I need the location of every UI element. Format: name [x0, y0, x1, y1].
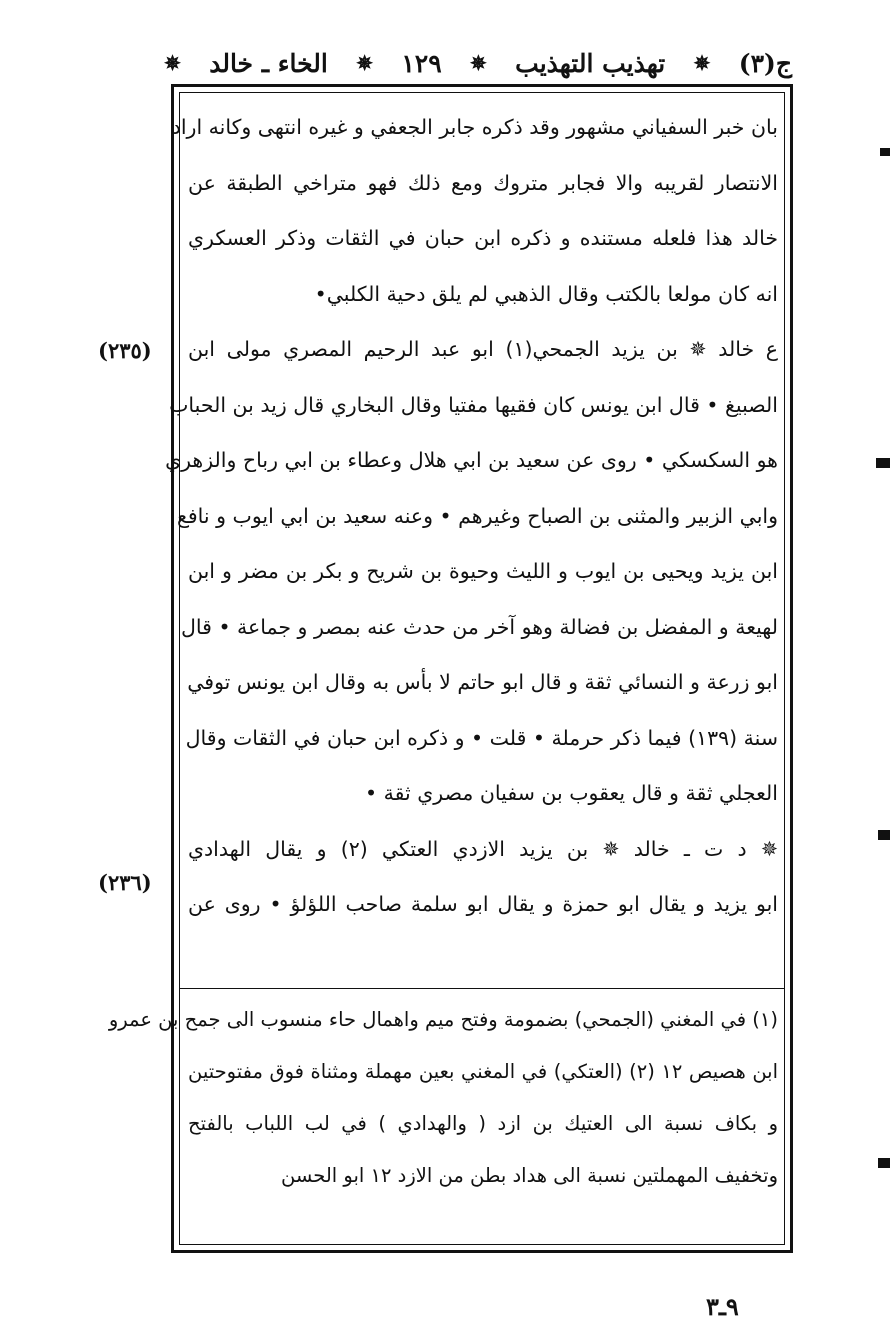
printer-signature: ٩ـ٣ — [706, 1292, 739, 1321]
entry-number: (٢٣٥) — [98, 338, 152, 363]
entry-heading-line: ع خالد ✵ بن يزيد الجمحي(١) ابو عبد الرحيم المصري مولى ابن — [188, 337, 778, 361]
text-line: سنة (١٣٩) فيما ذكر حرملة • قلت • و ذكره ابن حبان في الثقات وقال — [185, 725, 778, 750]
ornament-icon: ✵ — [356, 51, 373, 75]
text-line: ابو زرعة و النسائي ثقة و قال ابو حاتم لا بأس به وقال ابن يونس توفي — [187, 670, 778, 694]
text-line: الانتصار لقريبه والا فجابر متروك ومع ذلك فهو متراخي الطبقة عن — [188, 170, 778, 195]
margin-mark — [880, 148, 890, 156]
footnotes — [108, 994, 779, 1202]
margin-mark — [876, 458, 890, 468]
section-label: الخاء ـ خالد — [209, 48, 328, 78]
text-line: هو السكسكي • روى عن سعيد بن ابي هلال وعطاء بن ابي رباح والزهري — [165, 448, 778, 472]
text-line: خالد هذا فلعله مستنده و ذكره ابن حبان في الثقات وذكر العسكري — [188, 226, 778, 250]
footnote-line: وتخفيف المهملتين نسبة الى هداد بطن من الازد ١٢ ابو الحسن — [281, 1164, 778, 1187]
footnote-divider — [179, 988, 785, 989]
text-line: لهيعة و المفضل بن فضالة وهو آخر من حدث عنه بمصر و جماعة • قال — [180, 614, 778, 639]
text-line: الصبيغ • قال ابن يونس كان فقيها مفتيا وقال البخاري قال زيد بن الحباب — [169, 392, 778, 417]
text-line: بان خبر السفياني مشهور وقد ذكره جابر الجعفي و غيره انتهى وكانه اراد — [171, 115, 778, 139]
margin-mark — [878, 830, 890, 840]
text-line: انه كان مولعا بالكتب وقال الذهبي لم يلق دحية الكلبي• — [314, 281, 778, 306]
book-title: تهذيب التهذيب — [515, 48, 666, 78]
footnote-line: و بكاف نسبة الى العتيك بن ازد ( والهدادي ) في لب اللباب بالفتح — [188, 1112, 778, 1135]
text-line: ابو يزيد و يقال ابو حمزة و يقال ابو سلمة صاحب اللؤلؤ • روى عن — [188, 892, 778, 916]
running-header — [160, 40, 792, 86]
entry-number: (٢٣٦) — [98, 870, 152, 895]
page-number: ١٢٩ — [401, 48, 442, 78]
text-line: العجلي ثقة و قال يعقوب بن سفيان مصري ثقة • — [365, 781, 778, 805]
main-text — [165, 100, 778, 933]
ornament-icon: ✵ — [470, 51, 487, 75]
footnote-line: (١) في المغني (الجمحي) بضمومة وفتح ميم واهمال حاء منسوب الى جمح بن عمرو — [108, 1008, 778, 1031]
ornament-icon: ✵ — [693, 51, 711, 75]
text-line: ابن يزيد ويحيى بن ايوب و الليث وحيوة بن شريح و بكر بن مضر و ابن — [188, 559, 778, 583]
margin-mark — [878, 1158, 890, 1168]
entry-heading-line: ✵ د ت ـ خالد ✵ بن يزيد الازدي العتكي (٢) و يقال الهدادي — [188, 836, 778, 861]
text-line: وابي الزبير والمثنى بن الصباح وغيرهم • وعنه سعيد بن ابي ايوب و نافع — [176, 503, 778, 528]
ornament-icon: ✵ — [164, 51, 181, 75]
volume-label: ج(٣) — [738, 48, 792, 78]
footnote-line: ابن هصيص ١٢ (٢) (العتكي) في المغني بعين مهملة ومثناة فوق مفتوحتين — [188, 1060, 779, 1083]
